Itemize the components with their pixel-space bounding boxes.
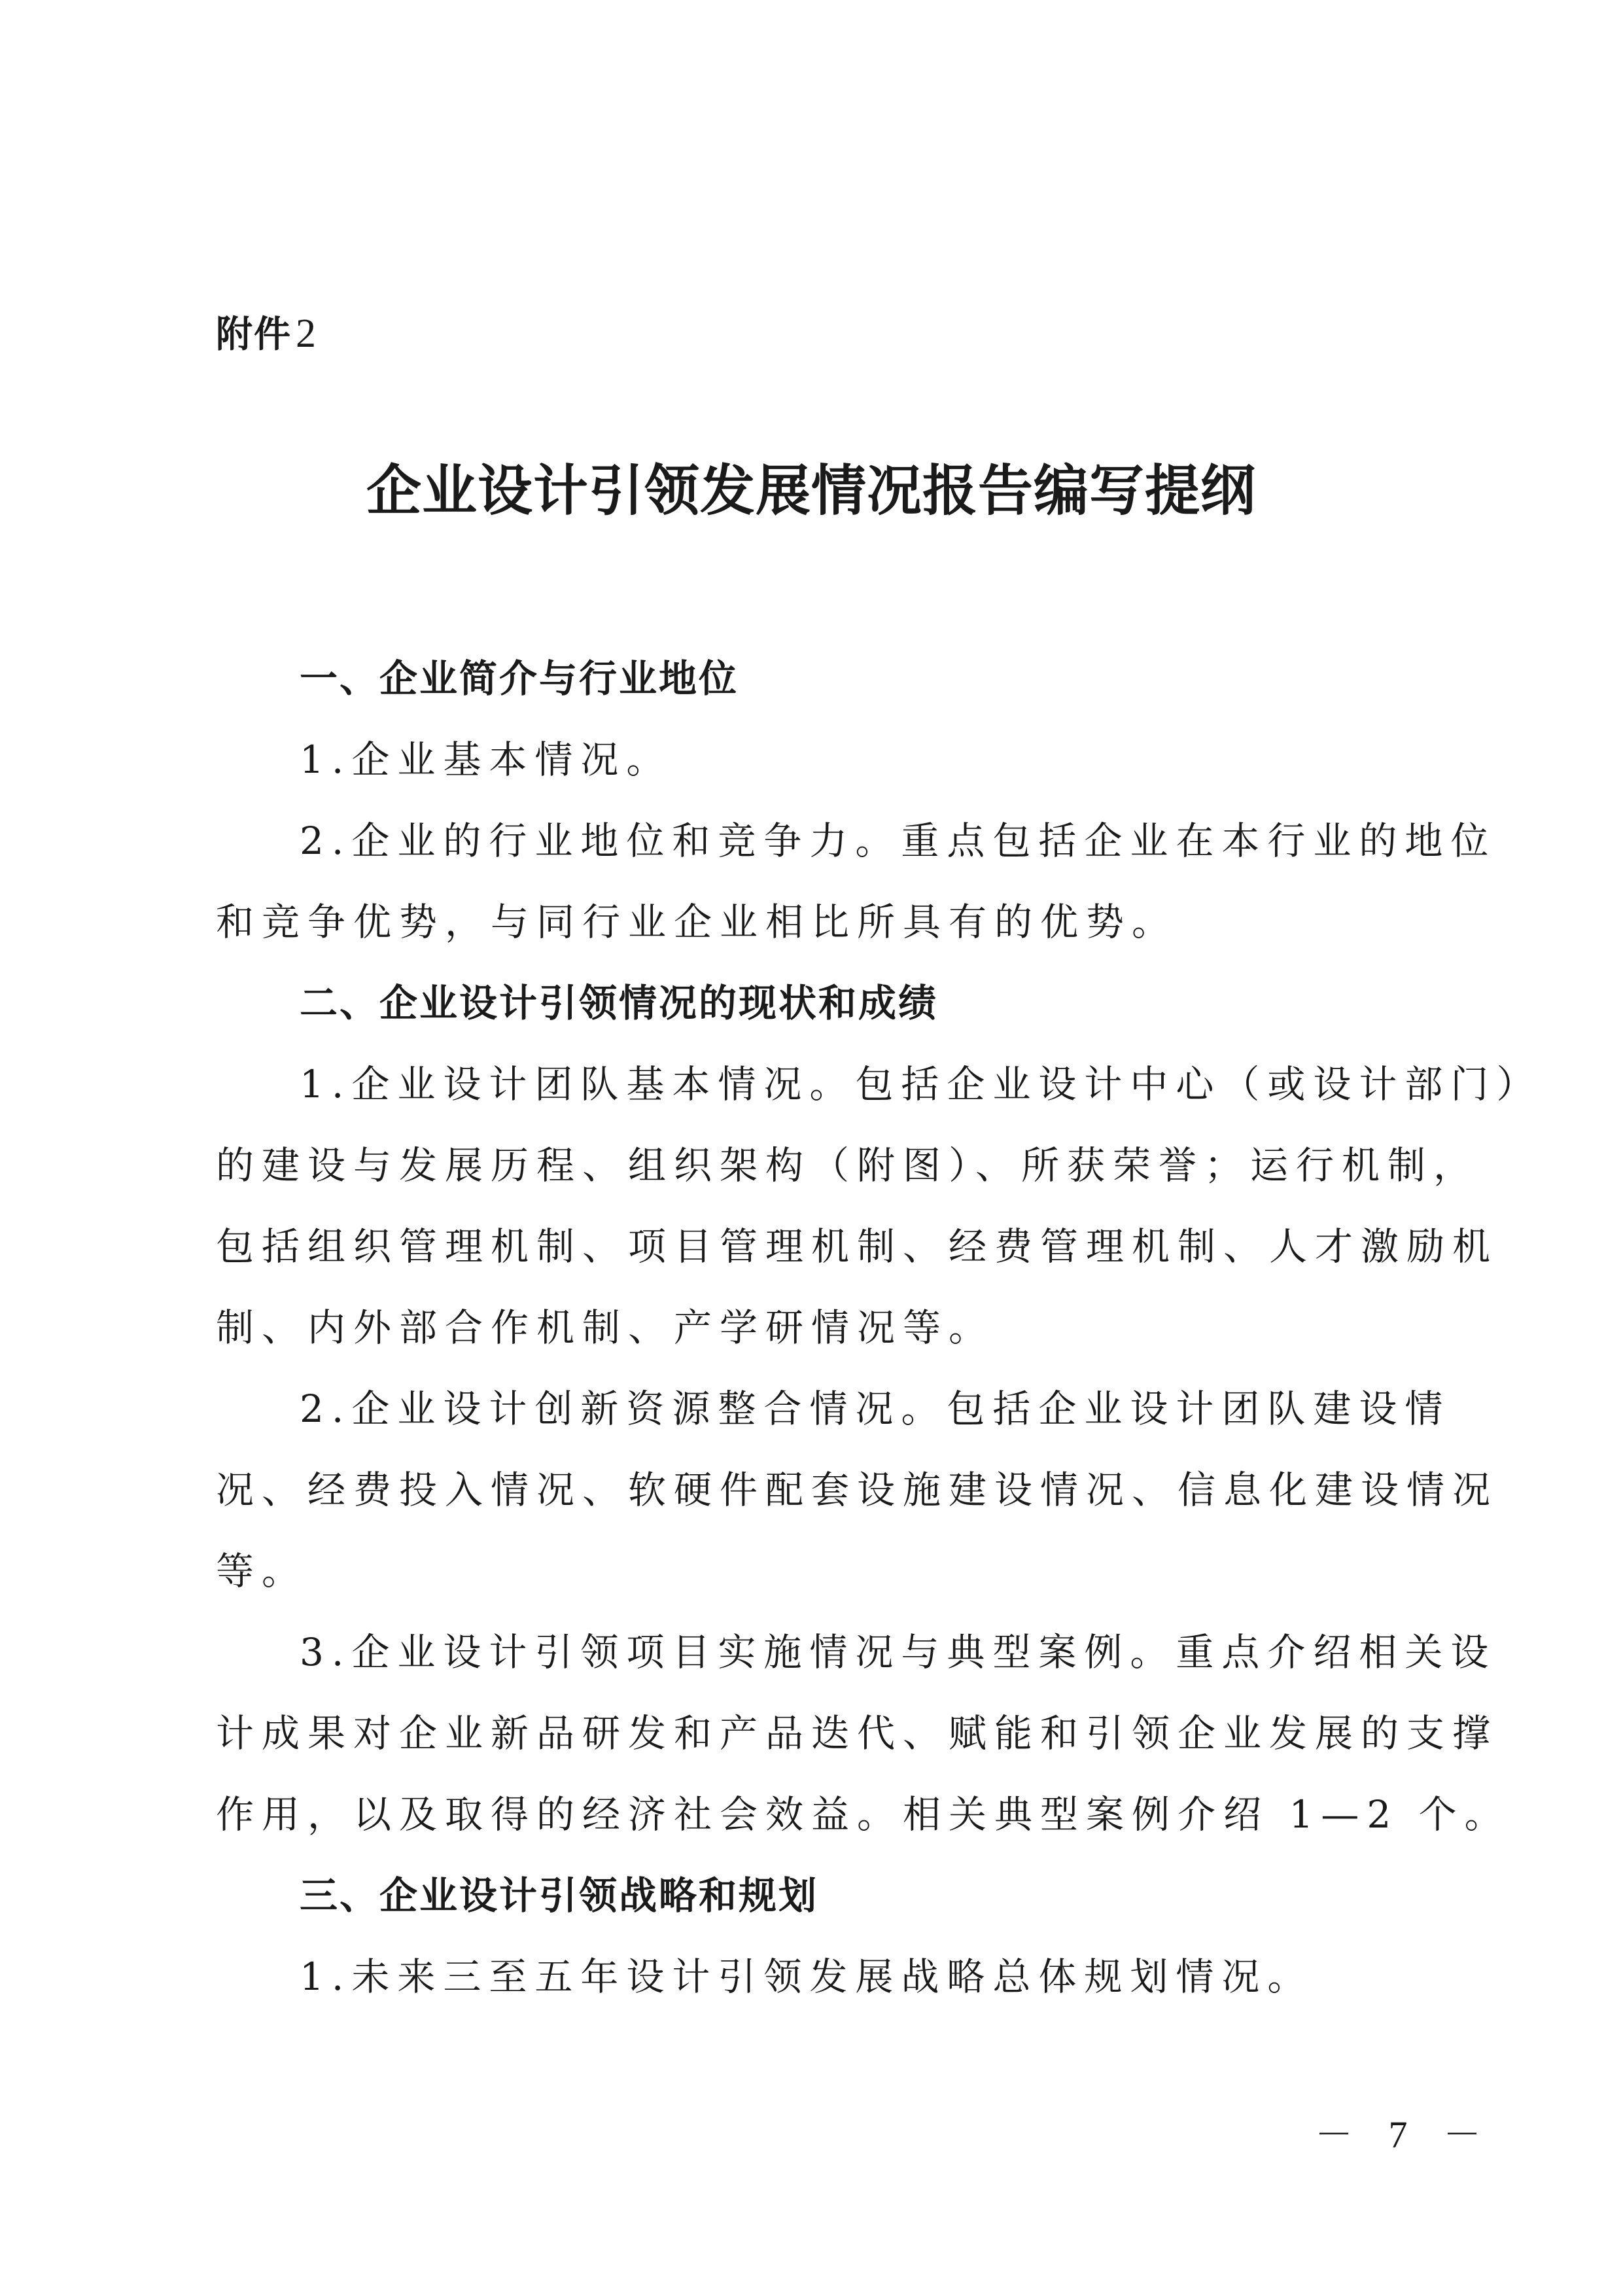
paragraph-line: 2.企业的行业地位和竞争力。重点包括企业在本行业的地位 [300, 819, 1497, 863]
paragraph-line: 1.企业基本情况。 [300, 737, 672, 782]
section-heading-3: 三、企业设计引领战略和规划 [300, 1873, 819, 1918]
paragraph-line: 包括组织管理机制、项目管理机制、经费管理机制、人才激励机 [216, 1224, 1499, 1269]
document-title: 企业设计引领发展情况报告编写提纲 [366, 458, 1256, 523]
paragraph-line: 1.企业设计团队基本情况。包括企业设计中心（或设计部门） [300, 1062, 1543, 1106]
paragraph-line: 计成果对企业新品研发和产品迭代、赋能和引领企业发展的支撑 [216, 1711, 1499, 1756]
paragraph-line: 况、经费投入情况、软硬件配套设施建设情况、信息化建设情况 [216, 1468, 1499, 1512]
paragraph-line: 3.企业设计引领项目实施情况与典型案例。重点介绍相关设 [300, 1630, 1497, 1674]
paragraph-line: 和竞争优势，与同行业企业相比所具有的优势。 [216, 900, 1178, 944]
attachment-number: 2 [296, 311, 317, 356]
attachment-label [216, 308, 317, 361]
paragraph-line: 作用，以及取得的经济社会效益。相关典型案例介绍 1—2 个。 [216, 1792, 1510, 1837]
section-heading-2: 二、企业设计引领情况的现状和成绩 [300, 981, 939, 1025]
paragraph-line: 等。 [216, 1549, 308, 1593]
document-body [216, 638, 1543, 2017]
paragraph-line: 制、内外部合作机制、产学研情况等。 [216, 1305, 995, 1350]
attachment-label-text: 附件 [216, 313, 292, 356]
paragraph-line: 2.企业设计创新资源整合情况。包括企业设计团队建设情 [300, 1386, 1451, 1431]
section-heading-1: 一、企业简介与行业地位 [300, 656, 739, 701]
paragraph-line: 1.未来三至五年设计引领发展战略总体规划情况。 [300, 1954, 1314, 1999]
paragraph-line: 的建设与发展历程、组织架构（附图）、所获荣誉；运行机制， [216, 1143, 1480, 1188]
page-number: － 7 － [1315, 2113, 1495, 2156]
